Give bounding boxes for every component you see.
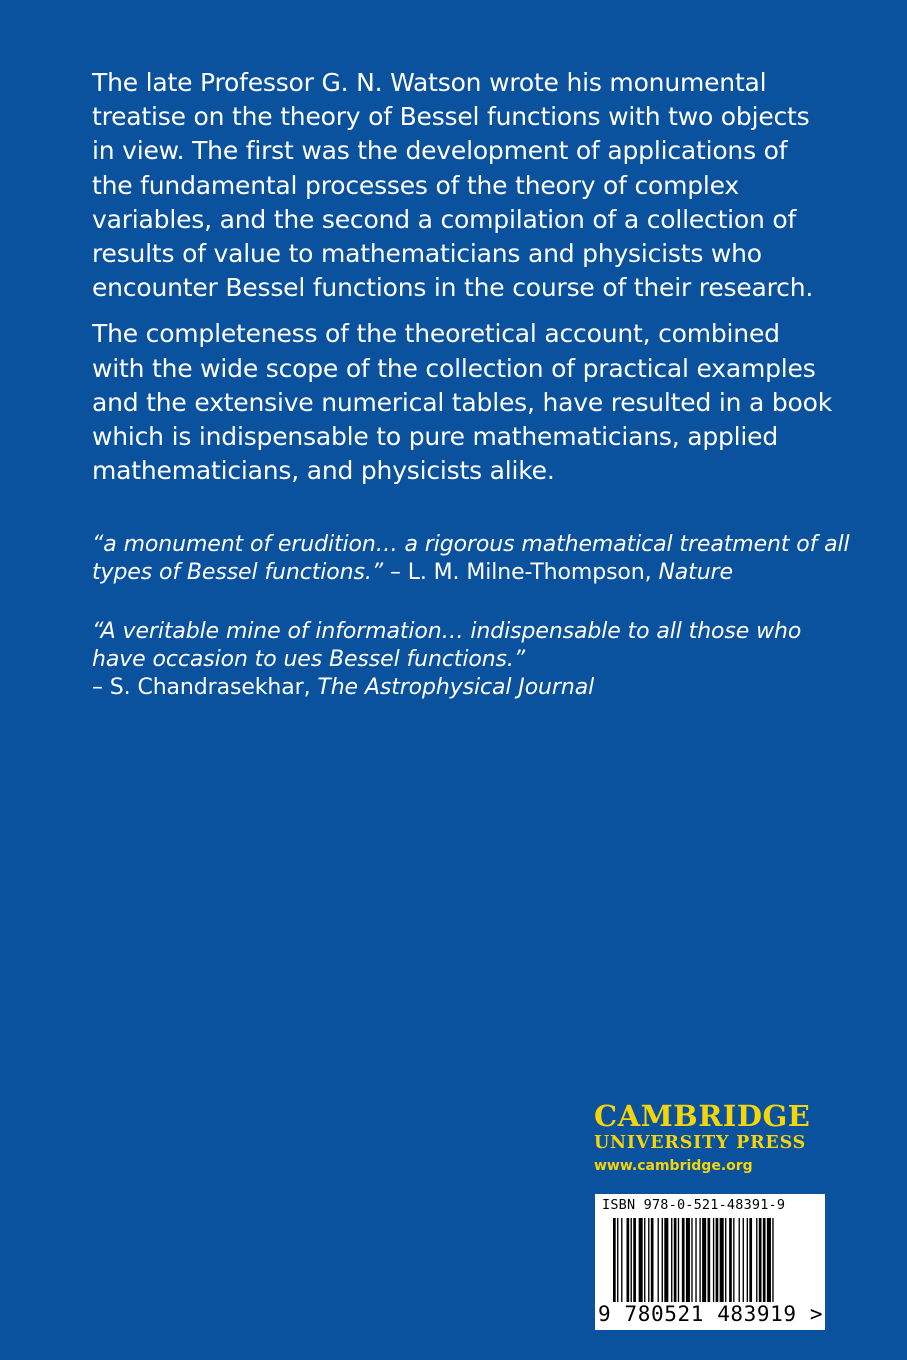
publisher-subtitle: UNIVERSITY PRESS bbox=[594, 1133, 807, 1153]
review-quote-1 bbox=[92, 531, 852, 587]
quote-1-text: “a monument of erudition… a rigorous mathematical treatment of all types of Bessel functions.” bbox=[92, 532, 850, 585]
publisher-url: www.cambridge.org bbox=[594, 1158, 753, 1174]
blurb-paragraph-1: The late Professor G. N. Watson wrote his monumental treatise on the theory of Bessel functions with two objects in view. The first was the development of applications of the fundamental processes of the theory of complex variables, and the second a compilation of a collection of results of value to mathematicians and physicists who encounter Bessel functions in the course of their research. bbox=[92, 68, 814, 303]
barcode-icon bbox=[613, 1218, 813, 1314]
blurb-paragraph-2: The completeness of the theoretical account, combined with the wide scope of the collection of practical examples and the extensive numerical tables, have resulted in a book which is indispensable to pure mathematicians, applied mathematicians, and physicists alike. bbox=[92, 319, 833, 486]
book-blurb bbox=[92, 66, 832, 500]
barcode-digits: 9 780521 483919 > bbox=[598, 1302, 824, 1326]
quote-2-text: “A veritable mine of information… indispensable to all those who have occasion to ues Bessel functions.” bbox=[92, 619, 802, 672]
publisher-name: CAMBRIDGE bbox=[594, 1099, 811, 1133]
isbn-barcode bbox=[595, 1194, 825, 1330]
quote-1-attribution: – L. M. Milne-Thompson, bbox=[389, 560, 652, 585]
quote-2-attribution: – S. Chandrasekhar, bbox=[92, 675, 311, 700]
isbn-label: ISBN 978-0-521-48391-9 bbox=[602, 1197, 786, 1213]
quote-2-publication: The Astrophysical Journal bbox=[317, 675, 595, 700]
publisher-logo bbox=[594, 1100, 834, 1176]
quote-1-publication: Nature bbox=[658, 560, 733, 585]
review-quotes bbox=[92, 531, 852, 733]
review-quote-2 bbox=[92, 618, 852, 702]
